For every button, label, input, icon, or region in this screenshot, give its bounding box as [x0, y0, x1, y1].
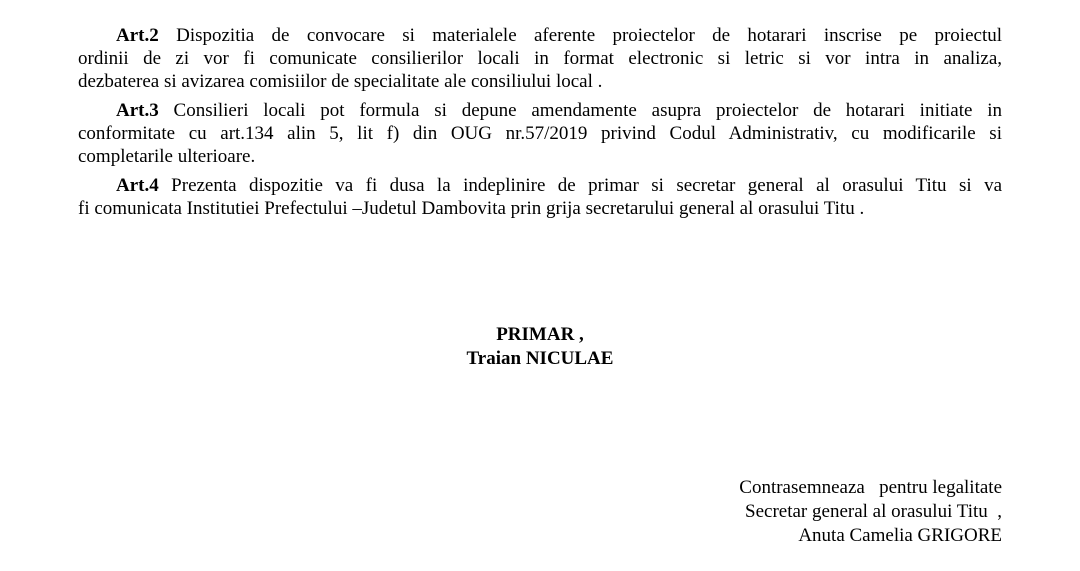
secretary-title: Secretar general al orasului Titu , — [745, 501, 1002, 522]
text-line: ordinii de zi vor fi comunicate consilierilor locali in format electronic si letric si vor intra in analiza, — [78, 48, 1002, 69]
countersignature — [739, 476, 1002, 548]
text-line: Consilieri locali pot formula si depune amendamente asupra proiectelor de hotarari initiate in — [173, 100, 1003, 121]
text-line: Prezenta dispozitie va fi dusa la indeplinire de primar si secretar general al orasului Titu si va — [171, 175, 1003, 196]
article-2 — [78, 24, 1002, 93]
mayor-name: Traian NICULAE — [466, 348, 614, 369]
article-3 — [78, 99, 1002, 168]
countersign-line: Contrasemneaza pentru legalitate — [739, 477, 1002, 498]
text-line: dezbaterea si avizarea comisiilor de specialitate ale consiliului local . — [78, 71, 603, 92]
article-4 — [78, 174, 1002, 220]
mayor-signature — [0, 323, 1080, 371]
text-line: fi comunicata Institutiei Prefectului –Judetul Dambovita prin grija secretarului general al orasului Titu . — [78, 198, 865, 219]
text-line: Dispozitia de convocare si materialele aferente proiectelor de hotarari inscrise pe proiectul — [176, 25, 1003, 46]
secretary-name: Anuta Camelia GRIGORE — [798, 525, 1002, 546]
article-label: Art.2 — [116, 25, 159, 46]
text-line: conformitate cu art.134 alin 5, lit f) din OUG nr.57/2019 privind Codul Administrativ, cu modificarile si — [78, 123, 1002, 144]
article-label: Art.3 — [116, 100, 159, 121]
text-line: completarile ulterioare. — [78, 146, 256, 167]
article-label: Art.4 — [116, 175, 159, 196]
mayor-title: PRIMAR , — [496, 324, 584, 345]
